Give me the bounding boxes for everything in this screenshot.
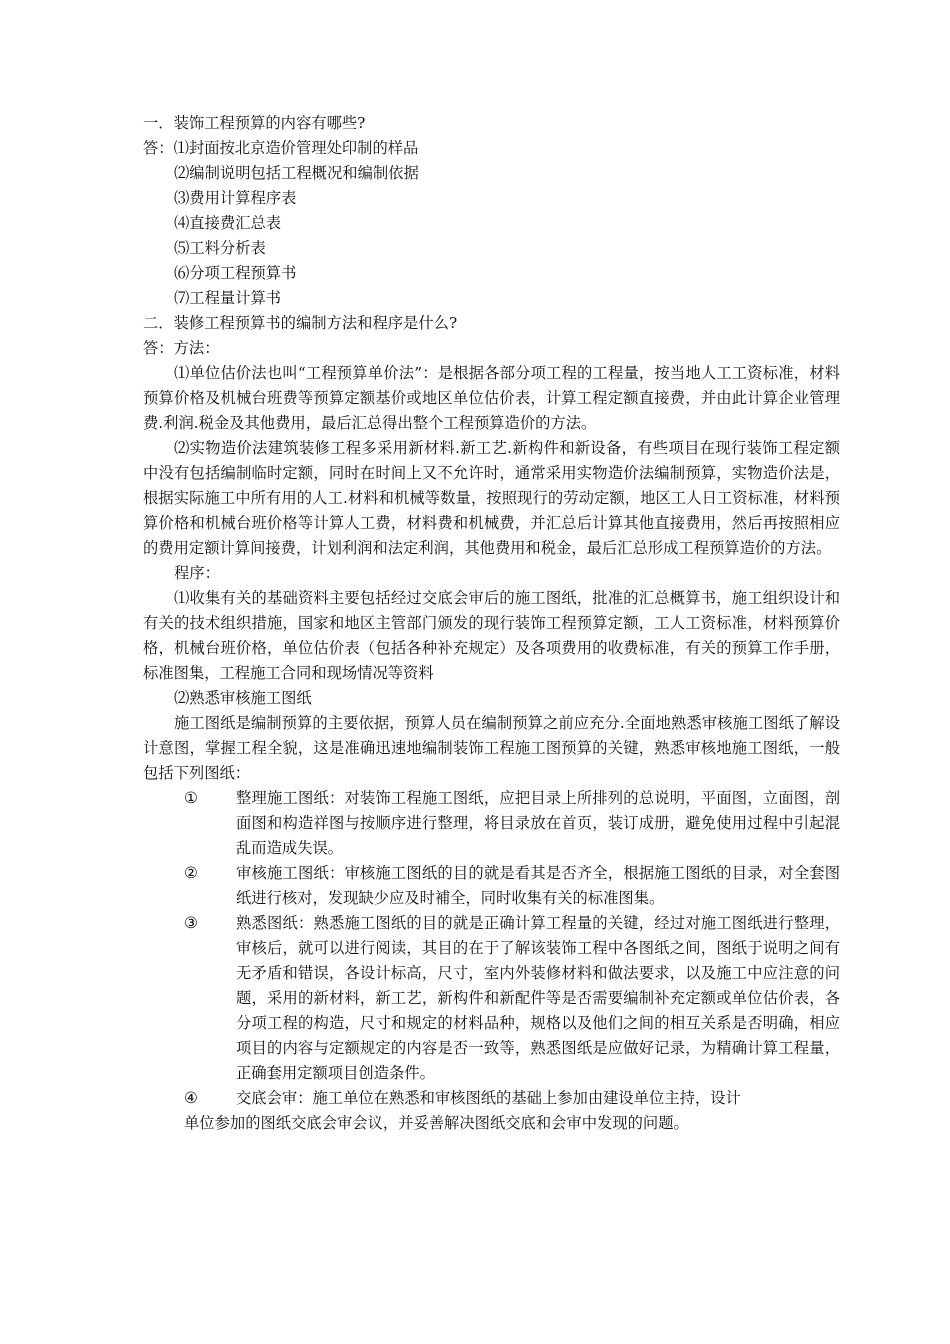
answer-1-item: ⑷直接费汇总表 [174,214,282,232]
question-2-title: 二．装修工程预算书的编制方法和程序是什么? [143,314,458,332]
answer-1-first-line: 答：⑴封面按北京造价管理处印制的样品 [143,139,419,157]
sub-list-text: 熟悉图纸：熟悉施工图纸的目的就是正确计算工程量的关键，经过对施工图纸进行整理，审核后，就可以进行阅读，其目的在于了解该装饰工程中各图纸之间，图纸于说明之间有无矛盾和错误，各设计标高，尺寸，室内外装修材料和做法要求，以及施工中应注意的问题，采用的新材料，新工艺，新构件和新配件等是否需要编制补充定额或单位估价表，各分项工程的构造，尺寸和规定的材料品种，规格以及他们之间的相互关系是否明确，相应项目的内容与定额规定的内容是否一致等，熟悉图纸是应做好记录，为精确计算工程量，正确套用定额项目创造条件。 [236,914,840,1082]
answer-1-item: ⑶费用计算程序表 [174,189,297,207]
procedure-label: 程序： [174,564,220,582]
sub-list-number: ③ [184,914,198,932]
sub-list-item [143,861,840,911]
procedure-2-title: ⑵熟悉审核施工图纸 [174,689,312,707]
answer-2-label: 答：方法： [143,339,220,357]
method-1-paragraph: ⑴单位估价法也叫“工程预算单价法”：是根据各部分项工程的工程量，按当地人工工资标准，材料预算价格及机械台班费等预算定额基价或地区单位估价表，计算工程定额直接费，并由此计算企业管理费.利润.税金及其他费用，最后汇总得出整个工程预算造价的方法。 [143,364,840,432]
sub-list-text-continuation: 单位参加的图纸交底会审会议，并妥善解决图纸交底和会审中发现的问题。 [184,1114,689,1132]
answer-1-item: ⑺工程量计算书 [174,289,282,307]
question-1-title: 一．装饰工程预算的内容有哪些? [143,114,366,132]
sub-list-text: 整理施工图纸：对装饰工程施工图纸，应把目录上所排列的总说明，平面图，立面图，剖面图和构造祥图与按顺序进行整理，将目录放在首页，装订成册，避免使用过程中引起混乱而造成失误。 [236,789,840,857]
sub-list-item-4 [143,1086,840,1136]
sub-list-number: ② [184,864,198,882]
sub-list-item [143,911,840,1086]
answer-1-item: ⑹分项工程预算书 [174,264,297,282]
sub-list-item [143,786,840,861]
sub-list-number: ① [184,789,198,807]
sub-list-text-first-line: 交底会审：施工单位在熟悉和审核图纸的基础上参加由建设单位主持，设计 [236,1089,741,1107]
procedure-2-intro: 施工图纸是编制预算的主要依据，预算人员在编制预算之前应充分.全面地熟悉审核施工图纸了解设计意图，掌握工程全貌，这是准确迅速地编制装饰工程施工图预算的关键，熟悉审核地施工图纸，一般包括下列图纸： [143,714,840,782]
answer-1-item: ⑵编制说明包括工程概况和编制依据 [174,164,419,182]
method-2-paragraph: ⑵实物造价法建筑装修工程多采用新材料.新工艺.新构件和新设备，有些项目在现行装饰工程定额中没有包括编制临时定额，同时在时间上又不允许时，通常采用实物造价法编制预算，实物造价法是，根据实际施工中所有用的人工.材料和机械等数量，按照现行的劳动定额，地区工人日工资标准，材料预算价格和机械台班价格等计算人工费，材料费和机械费，并汇总后计算其他直接费用，然后再按照相应的费用定额计算间接费，计划利润和法定利润，其他费用和税金，最后汇总形成工程预算造价的方法。 [143,439,840,557]
sub-list-text: 审核施工图纸：审核施工图纸的目的就是看其是否齐全，根据施工图纸的目录，对全套图纸进行核对，发现缺少应及时補全，同时收集有关的标准图集。 [236,864,840,907]
sub-list-number: ④ [184,1089,198,1107]
procedure-1-paragraph: ⑴收集有关的基础资料主要包括经过交底会审后的施工图纸，批准的汇总概算书，施工组织设计和有关的技术组织措施，国家和地区主管部门颁发的现行装饰工程预算定额，工人工资标准，材料预算价格，机械台班价格，单位估价表（包括各种补充规定）及各项费用的收费标准，有关的预算工作手册，标准图集，工程施工合同和现场情况等资料 [143,589,840,682]
answer-1-item: ⑸工料分析表 [174,239,266,257]
